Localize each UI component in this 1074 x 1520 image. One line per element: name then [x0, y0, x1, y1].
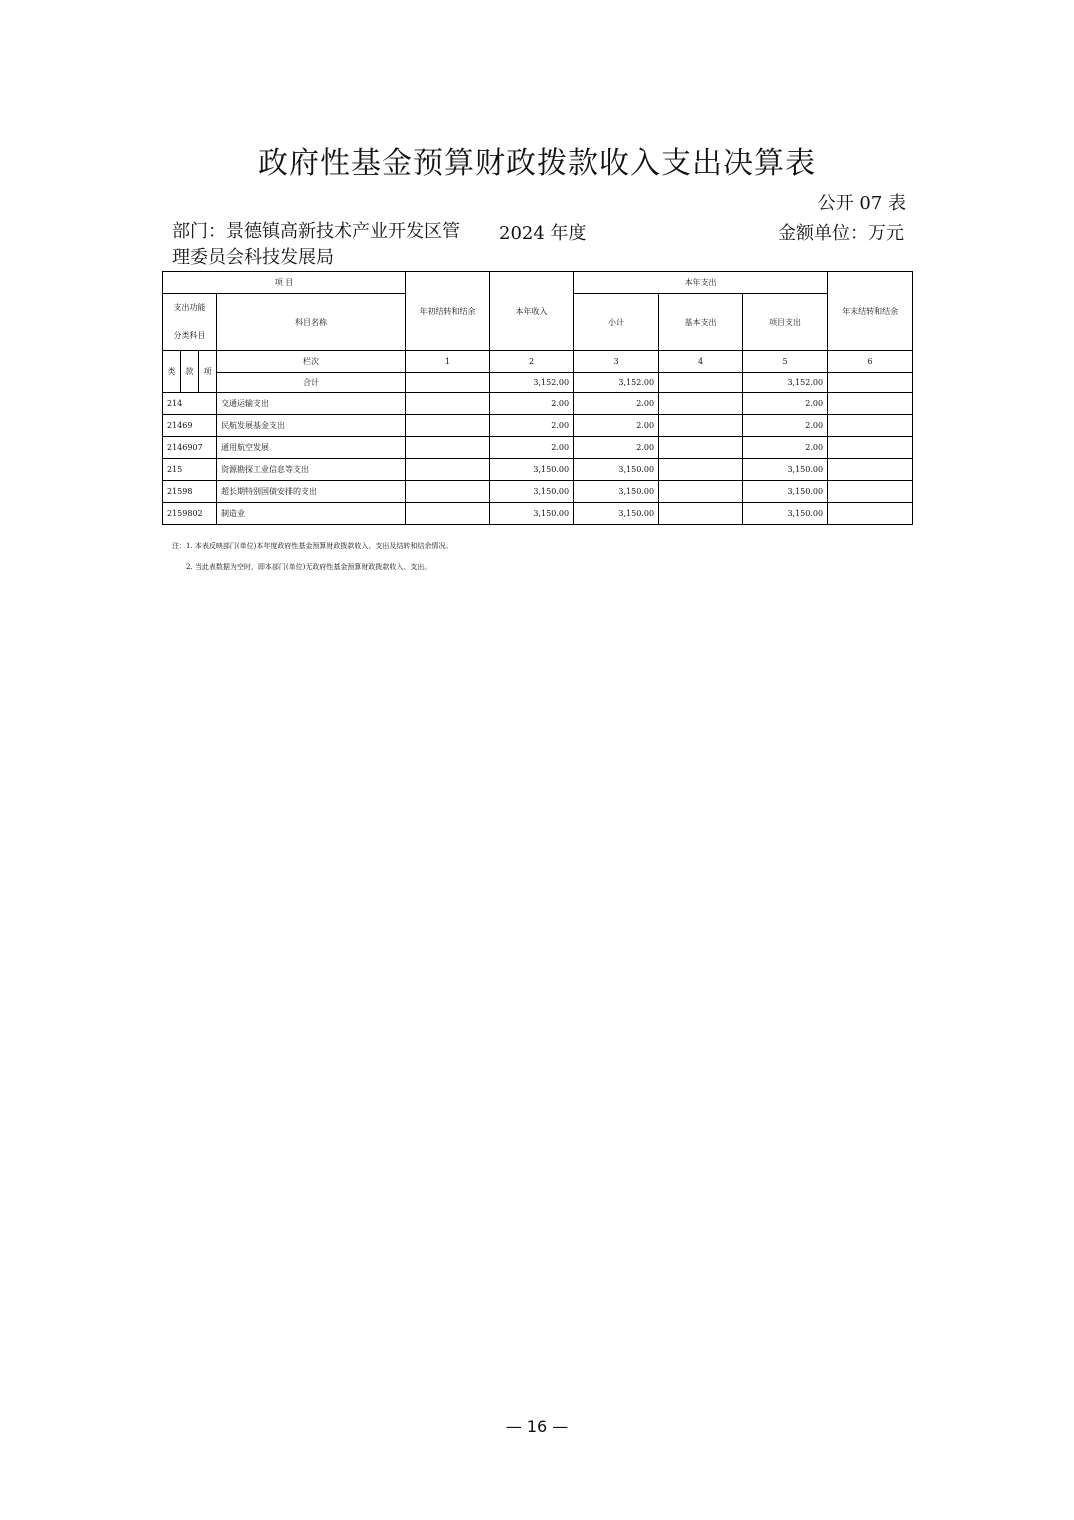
row-begin	[406, 481, 490, 503]
row-subtotal: 2.00	[574, 437, 659, 459]
header-lei: 类	[163, 351, 181, 393]
row-name: 制造业	[217, 503, 406, 525]
header-project: 项目支出	[743, 294, 828, 351]
row-code: 21598	[163, 481, 217, 503]
row-code: 214	[163, 393, 217, 415]
row-code: 215	[163, 459, 217, 481]
row-income: 2.00	[490, 415, 574, 437]
header-basic: 基本支出	[659, 294, 743, 351]
row-code: 21469	[163, 415, 217, 437]
row-begin	[406, 393, 490, 415]
page-number: — 16 —	[505, 1417, 569, 1436]
row-end	[828, 437, 913, 459]
col-index-2: 2	[490, 351, 574, 373]
col-index-3: 3	[574, 351, 659, 373]
row-project: 3,150.00	[743, 459, 828, 481]
row-end	[828, 503, 913, 525]
total-income: 3,152.00	[490, 373, 574, 393]
row-project: 3,150.00	[743, 481, 828, 503]
header-func-class-line2: 分类科目	[173, 331, 206, 340]
header-begin-balance: 年初结转和结余	[406, 272, 490, 351]
row-name: 资源勘探工业信息等支出	[217, 459, 406, 481]
page-title: 政府性基金预算财政拨款收入支出决算表	[258, 146, 816, 181]
header-xiang: 项	[199, 351, 217, 393]
row-code: 2146907	[163, 437, 217, 459]
footnote-2: 2. 当此表数据为空时，即本部门(单位)无政府性基金预算财政拨款收入、支出。	[186, 563, 432, 571]
table-row	[163, 415, 913, 437]
row-name: 超长期特别国债安排的支出	[217, 481, 406, 503]
header-subject-name: 科目名称	[217, 294, 406, 351]
row-subtotal: 3,150.00	[574, 481, 659, 503]
form-number: 公开 07 表	[817, 193, 906, 214]
row-code: 2159802	[163, 503, 217, 525]
col-index-1: 1	[406, 351, 490, 373]
row-begin	[406, 415, 490, 437]
row-name: 民航发展基金支出	[217, 415, 406, 437]
total-label: 合计	[217, 373, 406, 393]
table-row	[163, 503, 913, 525]
row-income: 2.00	[490, 437, 574, 459]
row-begin	[406, 503, 490, 525]
header-expenditure: 本年支出	[574, 272, 828, 294]
row-income: 3,150.00	[490, 481, 574, 503]
total-begin	[406, 373, 490, 393]
col-index-5: 5	[743, 351, 828, 373]
row-basic	[659, 437, 743, 459]
total-end	[828, 373, 913, 393]
row-name: 交通运输支出	[217, 393, 406, 415]
header-column-index: 栏次	[217, 351, 406, 373]
row-subtotal: 2.00	[574, 415, 659, 437]
header-func-class	[163, 294, 217, 351]
fiscal-year: 2024 年度	[499, 223, 587, 244]
footnote-1: 注：1. 本表反映部门(单位)本年度政府性基金预算财政拨款收入、支出及结转和结余情况。	[172, 542, 453, 550]
row-subtotal: 3,150.00	[574, 459, 659, 481]
total-project: 3,152.00	[743, 373, 828, 393]
department-label: 部门：景德镇高新技术产业开发区管理委员会科技发展局	[172, 221, 460, 268]
row-income: 3,150.00	[490, 503, 574, 525]
row-begin	[406, 459, 490, 481]
row-begin	[406, 437, 490, 459]
row-end	[828, 415, 913, 437]
budget-table	[162, 271, 913, 525]
row-basic	[659, 393, 743, 415]
col-index-4: 4	[659, 351, 743, 373]
table-row	[163, 459, 913, 481]
total-basic	[659, 373, 743, 393]
row-subtotal: 2.00	[574, 393, 659, 415]
row-end	[828, 481, 913, 503]
col-index-6: 6	[828, 351, 913, 373]
row-name: 通用航空发展	[217, 437, 406, 459]
row-end	[828, 393, 913, 415]
row-project: 2.00	[743, 437, 828, 459]
row-income: 2.00	[490, 393, 574, 415]
row-project: 2.00	[743, 393, 828, 415]
table-row	[163, 481, 913, 503]
row-basic	[659, 503, 743, 525]
table-row	[163, 437, 913, 459]
header-income: 本年收入	[490, 272, 574, 351]
total-row	[163, 373, 913, 393]
header-subtotal: 小计	[574, 294, 659, 351]
row-project: 3,150.00	[743, 503, 828, 525]
table-row	[163, 393, 913, 415]
row-basic	[659, 481, 743, 503]
row-subtotal: 3,150.00	[574, 503, 659, 525]
row-basic	[659, 459, 743, 481]
row-income: 3,150.00	[490, 459, 574, 481]
row-end	[828, 459, 913, 481]
row-project: 2.00	[743, 415, 828, 437]
header-item: 项 目	[163, 272, 406, 294]
header-kuan: 款	[181, 351, 199, 393]
header-end-balance: 年末结转和结余	[828, 272, 913, 351]
header-func-class-line1: 支出功能	[173, 303, 206, 312]
amount-unit: 金额单位：万元	[778, 223, 904, 244]
row-basic	[659, 415, 743, 437]
total-subtotal: 3,152.00	[574, 373, 659, 393]
